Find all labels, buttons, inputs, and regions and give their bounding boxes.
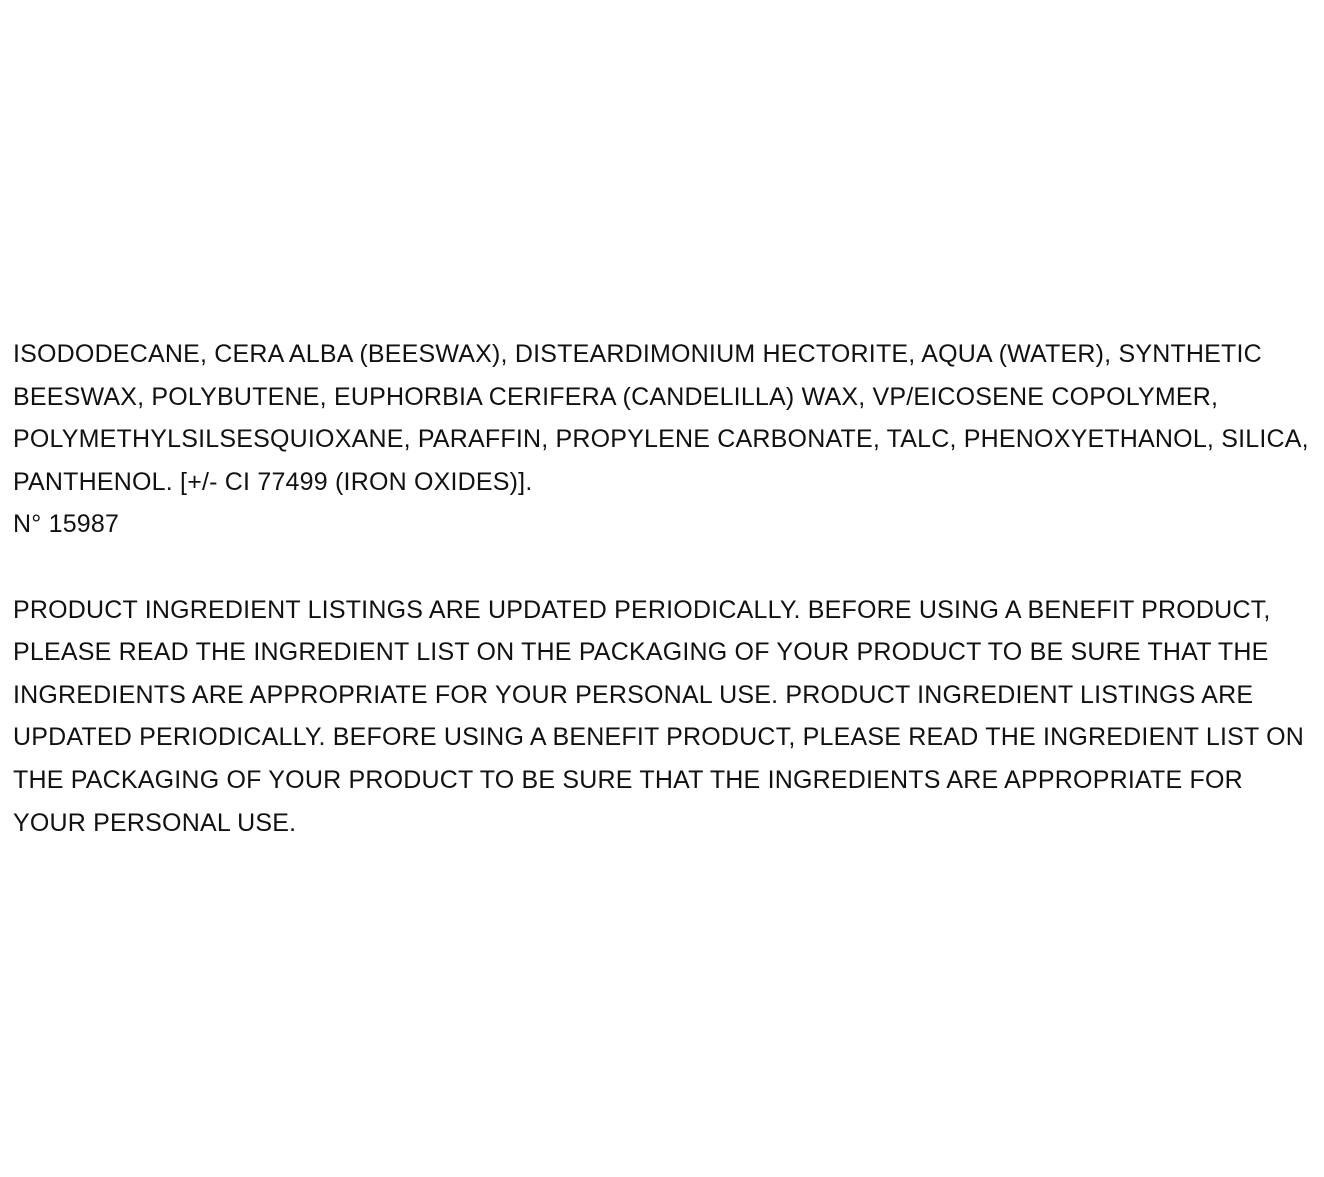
ingredient-disclaimer: PRODUCT INGREDIENT LISTINGS ARE UPDATED PERIODICALLY. BEFORE USING A BENEFIT PRODUCT, PLEASE READ THE INGREDIENT LIST ON THE PACKAGING OF YOUR PRODUCT TO BE SURE THAT THE INGREDIENTS ARE APPROPRIATE FOR YOUR PERSONAL USE. PRODUCT INGREDIENT LISTINGS ARE UPDATED PERIODICALLY. BEFORE USING A BENEFIT PRODUCT, PLEASE READ THE INGREDIENT LIST ON THE PACKAGING OF YOUR PRODUCT TO BE SURE THAT THE INGREDIENTS ARE APPROPRIATE FOR YOUR PERSONAL USE. (13, 595, 1305, 837)
ingredients-section (13, 333, 1319, 844)
ingredients-list: ISODODECANE, CERA ALBA (BEESWAX), DISTEARDIMONIUM HECTORITE, AQUA (WATER), SYNTHETIC BEESWAX, POLYBUTENE, EUPHORBIA CERIFERA (CANDELILLA) WAX, VP/EICOSENE COPOLYMER, POLYMETHYLSILSESQUIOXANE, PARAFFIN, PROPYLENE CARBONATE, TALC, PHENOXYETHANOL, SILICA, PANTHENOL. [+/- CI 77499 (IRON OXIDES)]. (13, 340, 1309, 496)
section-spacer (13, 546, 1319, 589)
product-number: N° 15987 (13, 510, 120, 539)
